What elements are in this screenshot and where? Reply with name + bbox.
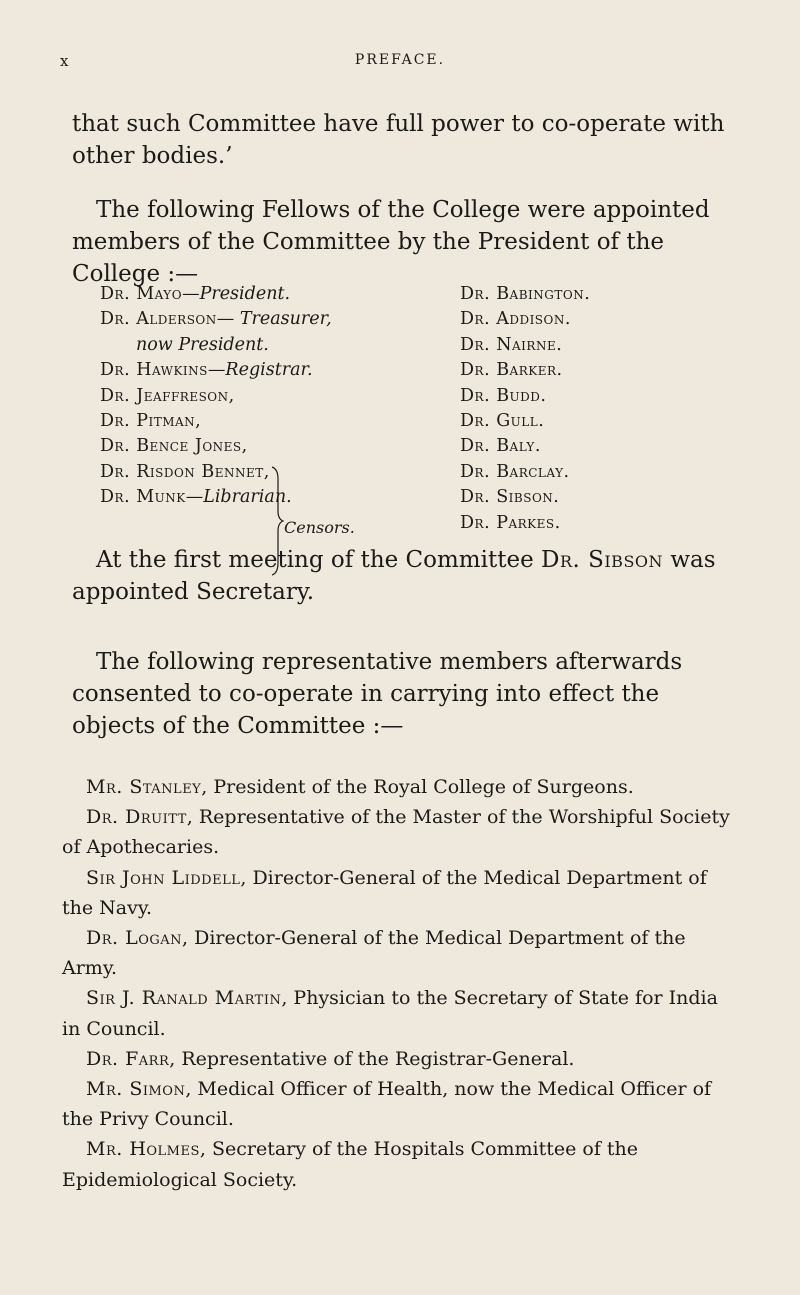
fellow-entry: Dr. Budd. [460, 385, 547, 406]
fellow-entry: Dr. Gull. [460, 410, 545, 431]
paragraph-text: The following Fellows of the College were appointed members of the Committee by the President of the College :— [72, 197, 710, 287]
fellow-entry: Dr. Jeaffreson, [100, 385, 235, 406]
fellows-right-column [460, 282, 590, 536]
paragraph-committee-intro [72, 194, 732, 290]
paragraph-continuation: that such Committee have full power to co-operate with other bodies.’ [72, 111, 725, 169]
fellow-entry: Dr. Alderson— Treasurer, [100, 309, 332, 330]
fellow-entry: Dr. Sibson. [460, 487, 560, 508]
fellow-entry: Dr. Barker. [460, 360, 563, 381]
representative-entry: Dr. Farr, Representative of the Registrar-General. [86, 1047, 575, 1070]
fellow-entry: Dr. Parkes. [460, 512, 561, 533]
fellow-entry: Dr. Risdon Bennet, [100, 461, 270, 482]
representative-entry: Mr. Simon, Medical Officer of Health, now the Medical Officer of the Privy Council. [62, 1078, 712, 1131]
representatives-list [62, 772, 738, 1195]
fellow-entry: Dr. Munk—Librarian. [100, 487, 292, 508]
page-number: x [60, 52, 70, 70]
representative-entry: Mr. Holmes, Secretary of the Hospitals Committee of the Epidemiological Society. [62, 1138, 639, 1191]
representative-entry: Dr. Druitt, Representative of the Master of the Worshipful Society of Apothecaries. [62, 806, 730, 859]
running-head [0, 52, 800, 76]
fellows-left-column [100, 282, 332, 511]
paragraph-representatives-intro: The following representative members afterwards consented to co-operate in carrying into effect the objects of the Committee :— [72, 649, 683, 739]
fellow-entry: Dr. Nairne. [460, 334, 563, 355]
fellow-entry: Dr. Bence Jones, [100, 436, 248, 457]
representative-entry: Mr. Stanley, President of the Royal College of Surgeons. [86, 776, 634, 798]
fellow-entry: Dr. Babington. [460, 284, 591, 304]
representative-entry: Dr. Logan, Director-General of the Medical Department of the Army. [62, 927, 686, 980]
fellow-entry: Dr. Hawkins—Registrar. [100, 360, 313, 381]
censors-label: Censors. [284, 518, 355, 537]
secretary-name: Dr. Sibson [541, 547, 664, 573]
representative-entry: Sir John Liddell, Director-General of the Medical Department of the Navy. [62, 866, 707, 919]
fellow-entry: Dr. Addison. [460, 309, 571, 330]
fellow-entry: Dr. Barclay. [460, 461, 570, 482]
fellow-entry: Dr. Baly. [460, 436, 541, 457]
fellow-entry: Dr. Mayo—President. [100, 284, 291, 304]
representative-entry: Sir J. Ranald Martin, Physician to the Secretary of State for India in Council. [62, 987, 718, 1040]
fellow-entry: Dr. Pitman, [100, 410, 202, 431]
running-title: PREFACE. [354, 52, 446, 68]
fellow-entry: now President. [136, 334, 269, 355]
paragraph-secretary: At the first meeting of the Committee Dr. Sibson was appointed Secretary. [72, 547, 716, 605]
